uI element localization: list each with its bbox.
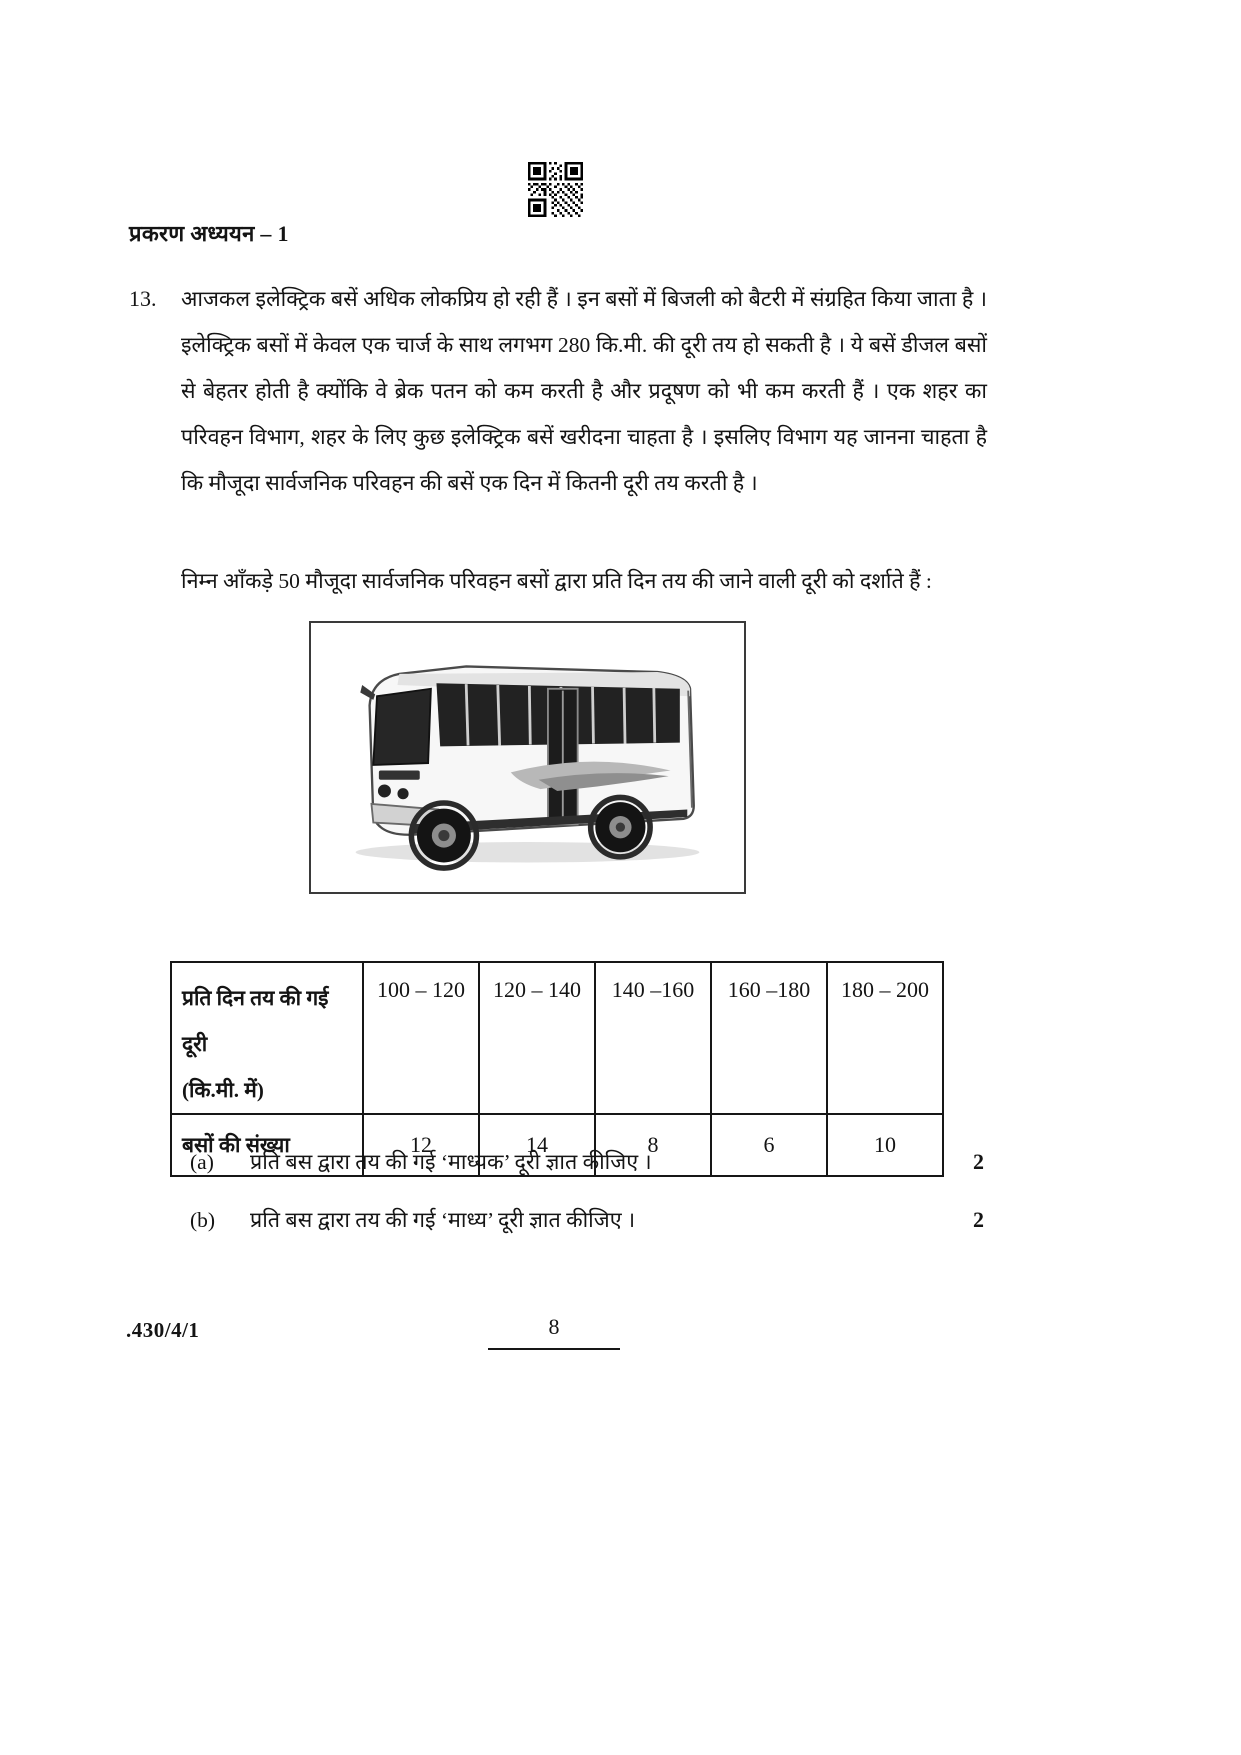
question-intro-text: आजकल इलेक्ट्रिक बसें अधिक लोकप्रिय हो रही हैं । इन बसों में बिजली को बैटरी में संग्रहित किया जाता है । इलेक्ट्रिक बसों में केवल एक चार्ज के साथ लगभग 280 कि.मी. की दूरी तय हो सकती है । ये बसें डीजल बसों से बेहतर होती है क्योंकि वे ब्रेक पतन को कम करती है और प्रदूषण को भी कम करती हैं । एक शहर का परिवहन विभाग, शहर के लिए कुछ इलेक्ट्रिक बसें खरीदना चाहता है । इसलिए विभाग यह जानना चाहता है कि मौजूदा सार्वजनिक परिवहन की बसें एक दिन में कितनी दूरी तय करती है ।: [181, 287, 987, 495]
part-b-marks: 2: [973, 1207, 984, 1232]
table-header-buses: बसों की संख्या: [171, 1114, 363, 1176]
qr-code: [528, 162, 583, 217]
case-study-heading: प्रकरण अध्ययन – 1: [129, 221, 289, 246]
bus-figure: [309, 621, 746, 894]
question-number: 13.: [129, 286, 157, 311]
table-header-line2: (कि.मी. में): [182, 1078, 264, 1102]
interval-cell: 140 –160: [595, 962, 711, 1114]
interval-cell: 120 – 140: [479, 962, 595, 1114]
part-a-row: [190, 1146, 984, 1178]
part-b-label: (b): [190, 1208, 216, 1232]
interval-cell: 100 – 120: [363, 962, 479, 1114]
part-a-text: प्रति बस द्वारा तय की गई ‘माध्यक’ दूरी ज्ञात कीजिए ।: [250, 1150, 652, 1174]
count-cell: 10: [827, 1114, 943, 1176]
part-a-marks: 2: [973, 1149, 984, 1174]
interval-cell: 180 – 200: [827, 962, 943, 1114]
part-a-label: (a): [190, 1150, 214, 1174]
question-parts: [190, 1146, 984, 1262]
distance-frequency-table: [170, 961, 944, 1177]
count-cell: 12: [363, 1114, 479, 1176]
count-cell: 8: [595, 1114, 711, 1176]
part-b-row: [190, 1204, 984, 1236]
table-row-intervals: [171, 962, 943, 1114]
count-cell: 14: [479, 1114, 595, 1176]
part-b-text: प्रति बस द्वारा तय की गई ‘माध्य’ दूरी ज्ञात कीजिए ।: [250, 1208, 636, 1232]
table-header-distance: [171, 962, 363, 1114]
question-13: [129, 276, 987, 506]
bus-image: [325, 631, 730, 884]
table-header-line1: प्रति दिन तय की गई दूरी: [182, 986, 329, 1056]
interval-cell: 160 –180: [711, 962, 827, 1114]
data-description-text: निम्न आँकड़े 50 मौजूदा सार्वजनिक परिवहन बसों द्वारा प्रति दिन तय की जाने वाली दूरी को दर्शाते हैं :: [181, 569, 932, 593]
paper-code: .430/4/1: [126, 1318, 200, 1342]
page-number: 8: [488, 1314, 620, 1350]
count-cell: 6: [711, 1114, 827, 1176]
